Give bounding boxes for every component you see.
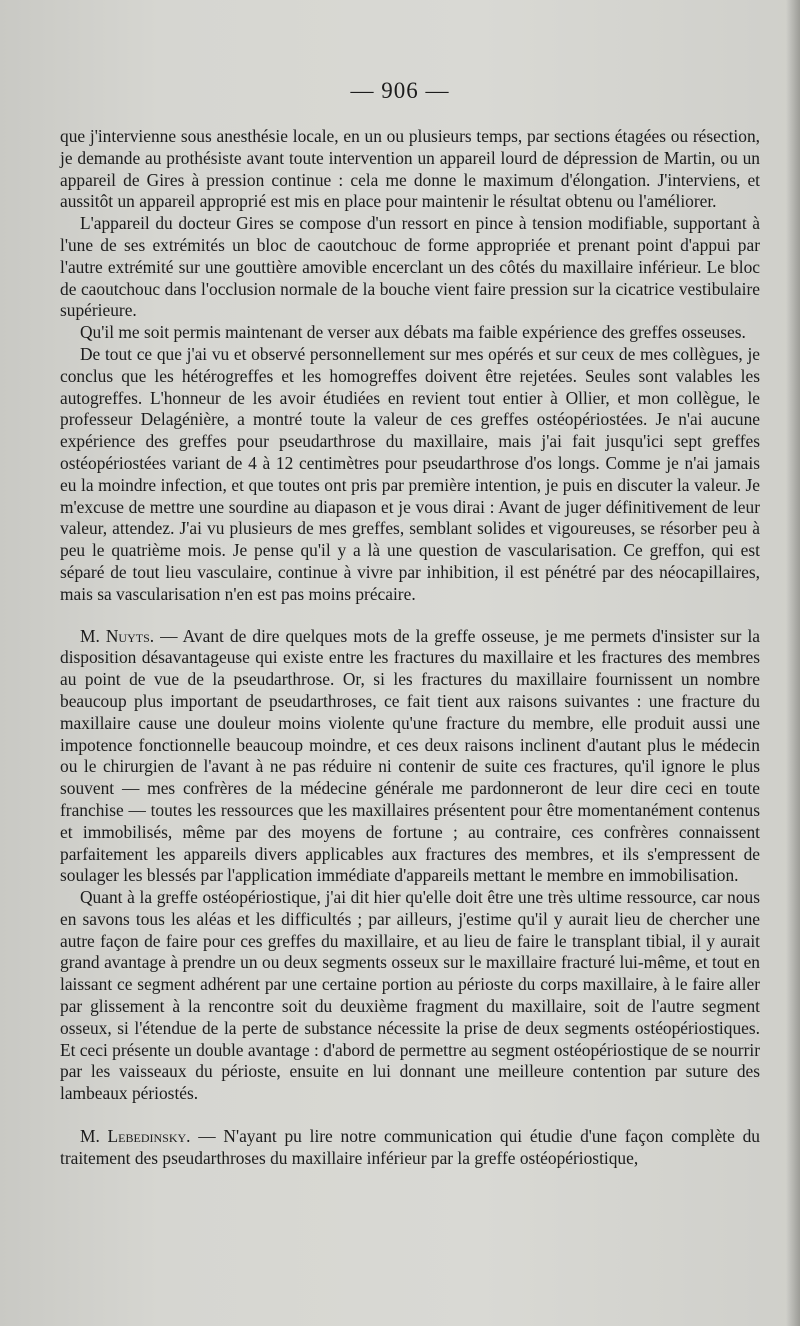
paragraph: Qu'il me soit permis maintenant de verser aux débats ma faible expérience des greffes osseuses. bbox=[80, 322, 746, 343]
speaker-name: M. Nuyts. bbox=[80, 625, 155, 646]
paragraph-text: — N'ayant pu lire notre communication qui étudie d'une façon complète du traitement des pseudarthroses du maxillaire inférieur par la greffe ostéopériostique, bbox=[60, 1126, 760, 1168]
speaker-name: M. Lebedinsky. bbox=[80, 1126, 191, 1147]
page-number: — 906 — bbox=[350, 78, 450, 103]
body-text bbox=[60, 126, 760, 1170]
paragraph-text: — Avant de dire quelques mots de la greffe osseuse, je me permets d'insister sur la disposition désavantageuse qui existe entre les fractures du maxillaire et les fractures des membres au point de vue de la pseudarthrose. Or, si les fractures du maxillaire fournissent un nombre beaucoup plus important de pseudarthroses, ce fait tient aux raisons suivantes : une fracture du maxillaire cause une douleur moins violente qu'une fracture du membre, elle produit aussi une impotence fonctionnelle beaucoup moindre, et ces deux raisons inclinent d'autant plus le médecin ou le chirurgien de l'avant à ne pas réduire ni contenir de suite ces fractures, qu'il ignore le plus souvent — mes confrères de la médecine générale me pardonneront de leur dire ceci en toute franchise — toutes les ressources que les maxillaires présentent pour être momentanément contenus et immobilisés, même par des moyens de fortune ; au contraire, ces confrères connaissent parfaitement les appareils divers applicables aux fractures des membres, et ils s'empressent de soulager les blessés par l'application immédiate d'appareils mettant le membre en immobilisation. bbox=[60, 625, 760, 886]
page-edge-shadow bbox=[786, 0, 800, 1326]
paragraph: Quant à la greffe ostéopériostique, j'ai dit hier qu'elle doit être une très ultime ressource, car nous en savons tous les aléas et les difficultés ; par ailleurs, j'estime qu'il y aurait lieu de chercher une autre façon de faire pour ces greffes du maxillaire, et au lieu de faire le transplant tibial, il y aurait grand avantage à prendre un ou deux segments osseux sur le maxillaire fracturé lui-même, et tout en laissant ce segment adhérent par une certaine portion au périoste du corps maxillaire, à le faire aller par glissement à la rencontre soit du deuxième fragment du maxillaire, soit de l'autre segment osseux, si l'étendue de la perte de substance nécessite la prise de deux segments ostéopériostiques. Et ceci présente un double avantage : d'abord de permettre au segment ostéopériostique de se nourrir par les vaisseaux du périoste, ensuite en lui donnant une meilleure contention par suture des lambeaux périostés. bbox=[60, 887, 760, 1104]
paragraph: L'appareil du docteur Gires se compose d'un ressort en pince à tension modifiable, supportant à l'une de ses extrémités un bloc de caoutchouc de forme appropriée et prenant point d'appui par l'autre extrémité sur une gouttière amovible encerclant un des côtés du maxillaire inférieur. Le bloc de caoutchouc dans l'occlusion normale de la bouche vient faire pression sur la cicatrice vestibulaire supérieure. bbox=[60, 213, 760, 321]
paragraph: que j'intervienne sous anesthésie locale, en un ou plusieurs temps, par sections étagées ou résection, je demande au prothésiste avant toute intervention un appareil lourd de dépression de Martin, ou un appareil de Gires à pression continue : cela me donne le maximum d'élongation. J'interviens, et aussitôt un appareil approprié est mis en place pour maintenir le résultat obtenu ou l'améliorer. bbox=[60, 126, 760, 212]
paragraph-nuyts bbox=[60, 626, 760, 888]
paragraph: De tout ce que j'ai vu et observé personnellement sur mes opérés et sur ceux de mes collègues, je conclus que les hétérogreffes et les homogreffes doivent être rejetées. Seules sont valables les autogreffes. L'honneur de les avoir étudiées en revient tout entier à Ollier, et mon collègue, le professeur Delagénière, a montré toute la valeur de ces greffes ostéopériostées. Je n'ai aucune expérience des greffes pour pseudarthrose du maxillaire, mais j'ai fait jusqu'ici sept greffes ostéopériostées variant de 4 à 12 centimètres pour pseudarthrose d'os longs. Comme je n'ai jamais eu la moindre infection, et que toutes ont pris par première intention, je puis en discuter la valeur. Je m'excuse de mettre une sourdine au diapason et je vous dirai : Avant de juger définitivement de leur valeur, attendez. J'ai vu plusieurs de mes greffes, semblant solides et vigoureuses, se résorber peu à peu le quatrième mois. Je pense qu'il y a là une question de vascularisation. Ce greffon, qui est séparé de tout lieu vasculaire, continue à vivre par inhibition, il est pénétré par des néocapillaires, mais sa vascularisation n'en est pas moins précaire. bbox=[60, 343, 760, 604]
paragraph-lebedinsky bbox=[60, 1126, 760, 1170]
